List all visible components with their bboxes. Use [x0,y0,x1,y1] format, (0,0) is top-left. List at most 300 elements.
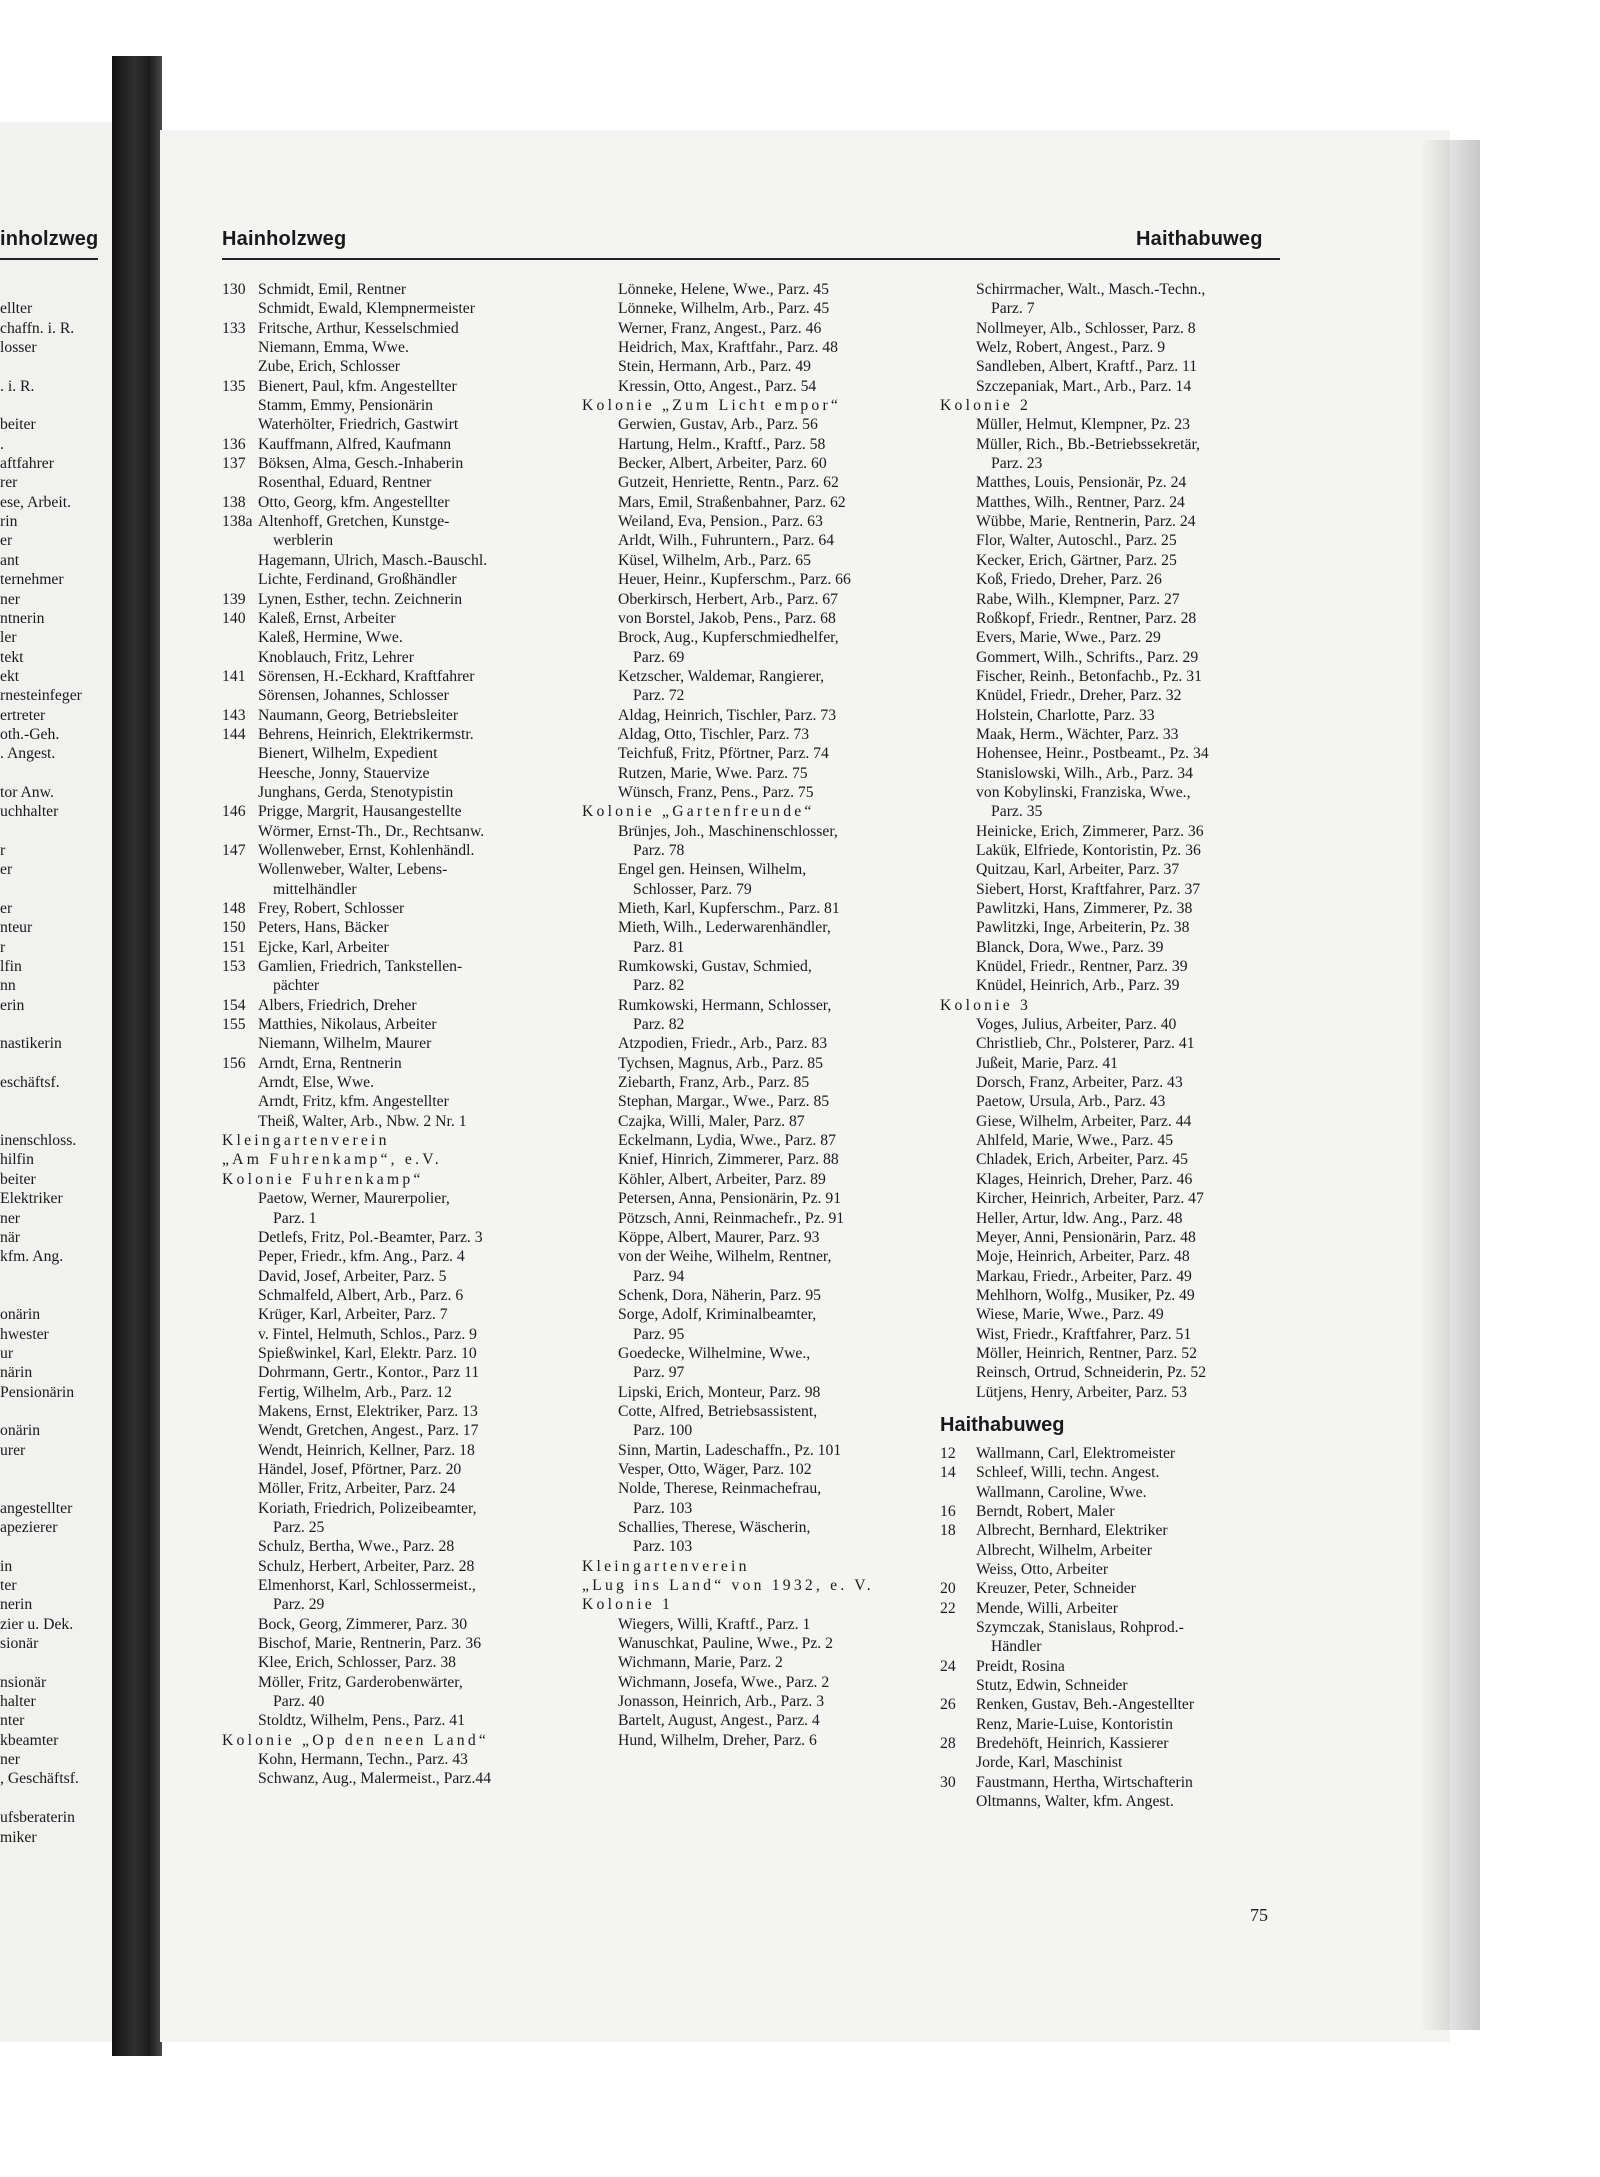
resident-entry: Parz. 82 [633,1016,685,1034]
resident-entry: Wübbe, Marie, Rentnerin, Parz. 24 [976,513,1196,531]
facing-page-line: in [0,1557,13,1575]
entry-row [582,319,927,338]
resident-entry: Lütjens, Henry, Arbeiter, Parz. 53 [976,1383,1187,1401]
facing-page-line: rnesteinfeger [0,687,82,705]
house-number [582,531,618,550]
house-number [582,512,618,531]
house-number [940,667,976,686]
entry-row [940,338,1285,357]
house-number [940,957,976,976]
entry-row [582,1267,927,1286]
resident-entry: Parz. 1 [273,1209,317,1227]
entry-row [582,822,927,841]
house-number [222,1034,258,1053]
house-number [222,1537,258,1556]
section-heading: Kolonie „Gartenfreunde“ [582,803,815,821]
resident-entry: Stutz, Edwin, Schneider [976,1677,1128,1695]
house-number [940,1483,976,1502]
resident-entry: v. Fintel, Helmuth, Schlos., Parz. 9 [258,1325,478,1343]
house-number: 16 [940,1502,956,1520]
resident-entry: Wichmann, Marie, Parz. 2 [618,1654,783,1672]
house-number: 139 [222,590,246,608]
resident-entry: Sinn, Martin, Ladeschaffn., Pz. 101 [618,1441,842,1459]
entry-row [582,435,927,454]
house-number: 24 [940,1657,956,1675]
house-number [582,473,618,492]
house-number [940,706,976,725]
facing-page-line: angestellter [0,1499,73,1517]
house-number [582,319,618,338]
house-number [582,1170,618,1189]
resident-entry: Wörmer, Ernst-Th., Dr., Rechtsanw. [258,822,485,840]
house-number [940,493,976,512]
resident-entry: Pawlitzki, Hans, Zimmerer, Pz. 38 [976,900,1193,917]
house-number [582,493,618,512]
entry-row [582,628,927,647]
entry-row [222,1402,567,1421]
resident-entry: Lynen, Esther, techn. Zeichnerin [258,590,463,608]
entry-row [940,1209,1285,1228]
entry-row [582,551,927,570]
house-number: 20 [940,1580,956,1598]
entry-row [940,609,1285,628]
resident-entry: Mieth, Karl, Kupferschm., Parz. 81 [618,900,840,917]
facing-page-header: inholzweg [0,228,99,250]
house-number [940,435,976,454]
entry-row [582,783,927,802]
resident-entry: Hund, Wilhelm, Dreher, Parz. 6 [618,1731,817,1749]
facing-page-line: tor Anw. [0,783,54,801]
resident-entry: Blanck, Dora, Wwe., Parz. 39 [976,938,1164,956]
house-number [222,628,258,647]
house-number [222,1769,258,1788]
resident-entry: Fritsche, Arthur, Kesselschmied [258,319,459,337]
facing-page-line: ufsberaterin [0,1809,75,1827]
resident-entry: Arndt, Erna, Rentnerin [258,1054,402,1072]
resident-entry: Czajka, Willi, Maler, Parz. 87 [618,1112,805,1130]
resident-entry: Schlosser, Parz. 79 [633,880,752,898]
resident-entry: Gommert, Wilh., Schrifts., Parz. 29 [976,648,1199,666]
resident-entry: Otto, Georg, kfm. Angestellter [258,493,450,511]
entry-row [940,976,1285,995]
resident-entry: Szczepaniak, Mart., Arb., Parz. 14 [976,377,1192,395]
resident-entry: Wünsch, Franz, Pens., Parz. 75 [618,783,814,801]
resident-entry: Junghans, Gerda, Stenotypistin [258,783,454,801]
facing-page-line: ntnerin [0,609,45,627]
house-number [940,686,976,705]
entry-row [222,938,567,957]
facing-page-line: oth.-Geh. [0,725,60,743]
entry-row [582,1247,927,1266]
entry-row [222,841,567,860]
entry-row [582,1286,927,1305]
entry-row [940,590,1285,609]
resident-entry: Wollenweber, Ernst, Kohlenhändl. [258,841,475,859]
resident-entry: Hagemann, Ulrich, Masch.-Bauschl. [258,551,488,569]
house-number [222,299,258,318]
entry-row [582,1092,927,1111]
resident-entry: Schleef, Willi, techn. Angest. [976,1464,1160,1482]
resident-entry: Szymczak, Stanislaus, Rohprod.- [976,1619,1184,1637]
house-number [222,1711,258,1730]
resident-entry: Ketzscher, Waldemar, Rangierer, [618,667,825,685]
section-heading: „Lug ins Land“ von 1932, e. V. [582,1577,874,1595]
entry-row [582,1363,927,1382]
facing-page-line [0,1112,110,1131]
entry-row [940,1483,1285,1502]
entry-row [582,706,927,725]
house-number [582,744,618,763]
house-number [222,822,258,841]
entry-row [222,918,567,937]
house-number [940,1054,976,1073]
house-number [940,976,976,995]
entry-row [940,1073,1285,1092]
entry-row [940,1325,1285,1344]
entry-row [222,590,567,609]
entry-row [582,590,927,609]
house-number: 154 [222,996,246,1014]
facing-page-line: hwester [0,1325,49,1343]
house-number [222,1092,258,1111]
house-number [940,531,976,550]
resident-entry: Möller, Fritz, Garderobenwärter, [258,1673,463,1691]
house-number [222,1209,258,1228]
house-number [940,299,976,318]
house-number [222,1557,258,1576]
resident-entry: Bienert, Wilhelm, Expedient [258,745,438,763]
entry-row [222,764,567,783]
house-number [222,1576,258,1595]
resident-entry: Heinicke, Erich, Zimmerer, Parz. 36 [976,822,1204,840]
entry-row [582,976,927,995]
house-number [582,377,618,396]
resident-entry: Parz. 95 [633,1325,685,1343]
facing-page-line: rin [0,513,18,531]
resident-entry: Wichmann, Josefa, Wwe., Parz. 2 [618,1673,830,1691]
facing-page-line: er [0,900,13,917]
house-number [582,706,618,725]
entry-row [940,1618,1285,1637]
entry-row [940,473,1285,492]
page-edge-shadow [1420,140,1480,2030]
house-number [222,1402,258,1421]
house-number [940,841,976,860]
resident-entry: Maak, Herm., Wächter, Parz. 33 [976,725,1179,743]
entry-row [940,1715,1285,1734]
entry-row [222,1769,567,1788]
house-number [582,1305,618,1324]
entry-row [940,531,1285,550]
house-number [940,319,976,338]
facing-page-line: sionär [0,1635,39,1653]
resident-entry: Renken, Gustav, Beh.-Angestellter [976,1696,1195,1714]
house-number [222,551,258,570]
house-number [582,280,618,299]
entry-row [940,357,1285,376]
entry-row [940,1599,1285,1618]
entry-row [582,918,927,937]
entry-row [222,493,567,512]
resident-entry: Händel, Josef, Pförtner, Parz. 20 [258,1460,462,1478]
entry-row [582,744,927,763]
resident-entry: Händler [991,1638,1042,1656]
entry-row [940,938,1285,957]
house-number [582,1189,618,1208]
house-number [582,1441,618,1460]
resident-entry: Altenhoff, Gretchen, Kunstge- [258,513,450,531]
entry-row [582,1421,927,1440]
house-number [222,1112,258,1131]
resident-entry: Reinsch, Ortrud, Schneiderin, Pz. 52 [976,1364,1207,1382]
resident-entry: Klages, Heinrich, Dreher, Parz. 46 [976,1170,1193,1188]
resident-entry: Teichfuß, Fritz, Pförtner, Parz. 74 [618,745,829,763]
house-number [222,1305,258,1324]
street-heading: Haithabuweg [940,1413,1065,1436]
house-number [582,1286,618,1305]
resident-entry: Christlieb, Chr., Polsterer, Parz. 41 [976,1035,1195,1053]
house-number [940,1792,976,1811]
resident-entry: Bock, Georg, Zimmerer, Parz. 30 [258,1615,468,1633]
house-number [582,1402,618,1421]
entry-row [940,1792,1285,1811]
resident-entry: Parz. 40 [273,1693,325,1711]
resident-entry: Werner, Franz, Angest., Parz. 46 [618,319,822,337]
house-number [582,1692,618,1711]
entry-row [222,1615,567,1634]
facing-page-line: zier u. Dek. [0,1615,74,1633]
resident-entry: Quitzau, Karl, Arbeiter, Parz. 37 [976,861,1180,879]
house-number [582,590,618,609]
house-number [582,1383,618,1402]
resident-entry: Gutzeit, Henriette, Rentn., Parz. 62 [618,474,839,492]
entry-row [582,1189,927,1208]
resident-entry: Möller, Fritz, Arbeiter, Parz. 24 [258,1480,456,1498]
entry-row [222,1557,567,1576]
facing-page-line [0,1653,110,1672]
facing-page-line: när [0,1228,21,1246]
resident-entry: Rabe, Wilh., Klempner, Parz. 27 [976,590,1180,608]
entry-row [582,764,927,783]
entry-row [582,1460,927,1479]
entry-row [940,435,1285,454]
facing-page-line [0,1460,110,1479]
resident-entry: Sorge, Adolf, Kriminalbeamter, [618,1306,817,1324]
house-number [940,1170,976,1189]
house-number [222,1189,258,1208]
resident-entry: Wollenweber, Walter, Lebens- [258,861,448,879]
house-number [222,1073,258,1092]
resident-entry: Parz. 69 [633,648,685,666]
house-number [222,1286,258,1305]
resident-entry: Oberkirsch, Herbert, Arb., Parz. 67 [618,590,838,608]
entry-row [582,667,927,686]
house-number [582,1518,618,1537]
house-number [222,1247,258,1266]
resident-entry: Siebert, Horst, Kraftfahrer, Parz. 37 [976,880,1201,898]
resident-entry: Spießwinkel, Karl, Elektr. Parz. 10 [258,1344,477,1362]
resident-entry: Arndt, Else, Wwe. [258,1074,375,1092]
resident-entry: Böksen, Alma, Gesch.-Inhaberin [258,455,464,473]
entry-row [222,377,567,396]
house-number [582,899,618,918]
entry-row [582,957,927,976]
resident-entry: Jonasson, Heinrich, Arb., Parz. 3 [618,1693,825,1711]
entry-row [222,1595,567,1614]
house-number [940,822,976,841]
resident-entry: Stamm, Emmy, Pensionärin [258,397,434,415]
resident-entry: Rutzen, Marie, Wwe. Parz. 75 [618,764,808,782]
house-number: 135 [222,377,246,395]
house-number [582,1499,618,1518]
resident-entry: Krüger, Karl, Arbeiter, Parz. 7 [258,1306,448,1324]
house-number [582,1615,618,1634]
resident-entry: Parz. 25 [273,1519,325,1536]
entry-row [940,1444,1285,1463]
resident-entry: Bartelt, August, Angest., Parz. 4 [618,1712,820,1730]
resident-entry: Heidrich, Max, Kraftfahr., Parz. 48 [618,339,838,357]
house-number [222,338,258,357]
entry-row [940,1150,1285,1169]
entry-row [940,880,1285,899]
entry-row [940,1131,1285,1150]
house-number [222,880,258,899]
house-number: 141 [222,667,246,685]
resident-entry: Dohrmann, Gertr., Kontor., Parz 11 [258,1364,480,1382]
entry-row [582,473,927,492]
resident-entry: Paetow, Ursula, Arb., Parz. 43 [976,1093,1166,1111]
resident-entry: Kaleß, Hermine, Wwe. [258,629,403,647]
house-number [582,822,618,841]
entry-row [222,1112,567,1131]
entry-row [222,319,567,338]
house-number [940,1541,976,1560]
entry-row [222,706,567,725]
resident-entry: Frey, Robert, Schlosser [258,900,405,917]
resident-entry: Parz. 97 [633,1364,685,1382]
house-number [582,841,618,860]
house-number [582,570,618,589]
house-number [222,531,258,550]
entry-row [222,299,567,318]
resident-entry: Knüdel, Friedr., Rentner, Parz. 39 [976,958,1188,976]
resident-entry: Parz. 35 [991,803,1043,821]
house-number [940,1189,976,1208]
house-number [582,1209,618,1228]
resident-entry: Flor, Walter, Autoschl., Parz. 25 [976,532,1177,550]
entry-row [940,280,1285,299]
entry-row [940,1344,1285,1363]
house-number [940,377,976,396]
house-number [582,415,618,434]
house-number [582,454,618,473]
entry-row [582,1692,927,1711]
resident-entry: Parz. 81 [633,938,685,956]
resident-entry: Ejcke, Karl, Arbeiter [258,938,389,956]
entry-row [940,1579,1285,1598]
resident-entry: Oltmanns, Walter, kfm. Angest. [976,1793,1174,1811]
facing-page-line: ese, Arbeit. [0,493,72,511]
house-number [940,280,976,299]
entry-row [940,706,1285,725]
house-number [582,976,618,995]
house-number: 26 [940,1696,956,1714]
house-number [582,667,618,686]
resident-entry: mittelhändler [273,880,357,898]
entry-row [222,1286,567,1305]
entry-row [222,435,567,454]
facing-page-line [0,280,110,299]
resident-entry: Lipski, Erich, Monteur, Parz. 98 [618,1383,821,1401]
house-number [582,1479,618,1498]
facing-page-line [0,1054,110,1073]
facing-page-line [0,1479,110,1498]
entry-row [222,1692,567,1711]
resident-entry: Schulz, Herbert, Arbeiter, Parz. 28 [258,1557,475,1575]
house-number [940,473,976,492]
entry-row [582,609,927,628]
house-number: 137 [222,455,246,473]
resident-entry: Albrecht, Bernhard, Elektriker [976,1522,1168,1540]
resident-entry: Aldag, Heinrich, Tischler, Parz. 73 [618,706,837,724]
entry-row [582,1228,927,1247]
house-number [582,880,618,899]
resident-entry: Rumkowski, Gustav, Schmied, [618,958,812,976]
house-number [940,1073,976,1092]
entry-row [582,357,927,376]
entry-row [222,822,567,841]
house-number [940,1305,976,1324]
resident-entry: Ahlfeld, Marie, Wwe., Parz. 45 [976,1132,1174,1150]
facing-page-line: aftfahrer [0,455,54,473]
entry-row [582,1673,927,1692]
entry-row [222,1750,567,1769]
house-number [582,1034,618,1053]
running-header-left: Hainholzweg [222,228,347,250]
resident-entry: Sörensen, Johannes, Schlosser [258,687,449,705]
resident-entry: Stein, Hermann, Arb., Parz. 49 [618,358,812,376]
entry-row [222,1209,567,1228]
facing-page-line: lfin [0,958,22,976]
house-number [582,1344,618,1363]
entry-row [222,648,567,667]
house-number [940,880,976,899]
house-number: 146 [222,803,246,821]
entry-row [222,609,567,628]
entry-row [940,1189,1285,1208]
house-number: 151 [222,938,246,956]
book-spine [112,56,162,2056]
facing-page-line: beiter [0,1170,36,1188]
facing-page-line: närin [0,1364,33,1382]
entry-row [222,551,567,570]
house-number [940,1363,976,1382]
resident-entry: Hartung, Helm., Kraftf., Parz. 58 [618,435,826,453]
house-number: 133 [222,319,246,337]
entry-row [940,1541,1285,1560]
entry-row [222,1499,567,1518]
resident-entry: Goedecke, Wilhelmine, Wwe., [618,1344,811,1362]
facing-page-line: inenschloss. [0,1132,77,1150]
house-number [222,1344,258,1363]
facing-page-line: tekt [0,648,24,666]
resident-entry: werblerin [273,532,334,550]
resident-entry: Koriath, Friedrich, Polizeibeamter, [258,1499,477,1517]
entry-row [940,1363,1285,1382]
resident-entry: Knüdel, Friedr., Dreher, Parz. 32 [976,687,1182,705]
entry-row [940,1054,1285,1073]
house-number: 28 [940,1735,956,1753]
